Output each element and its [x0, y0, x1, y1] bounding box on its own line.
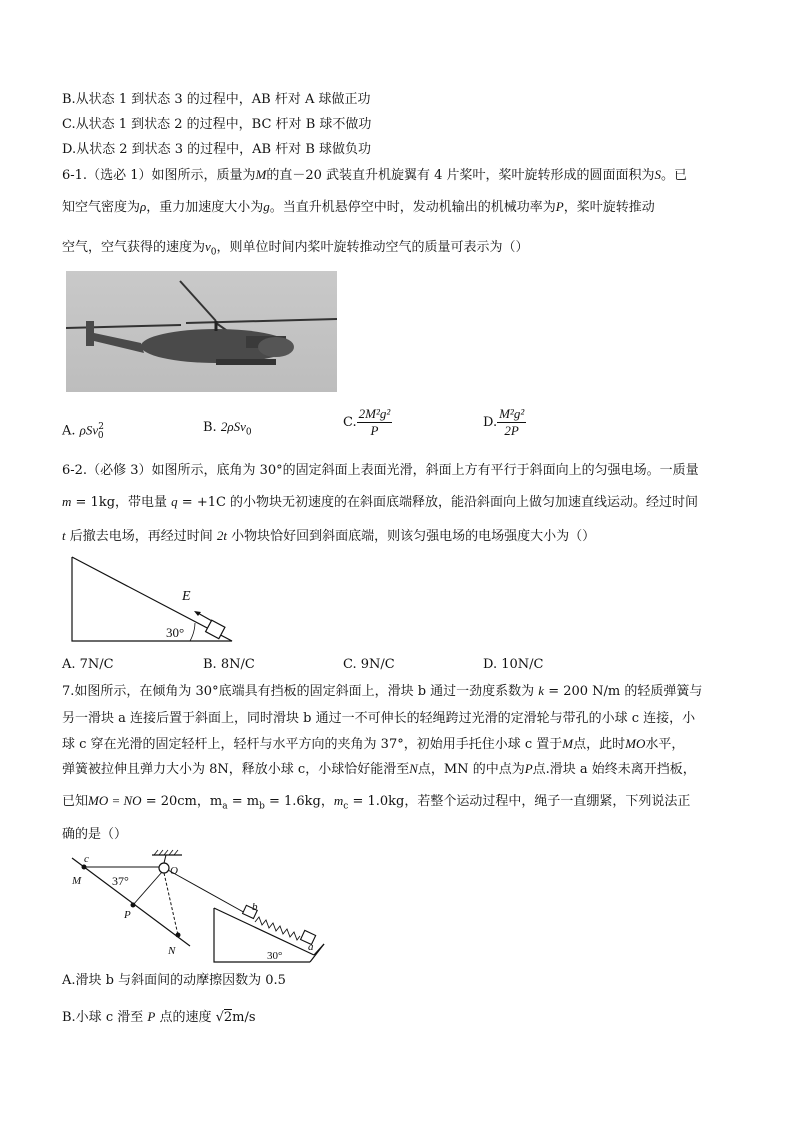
- q61-option-d: D. $\frac{\text{M²g²}}{2P}$: [483, 406, 525, 438]
- q7-line4: 弹簧被拉伸且弹力大小为 8N，释放小球 c，小球恰好能滑至N点，MN 的中点为P点.滑块 a 始终未离开挡板，: [62, 761, 696, 777]
- q61-option-c: C. $\frac{\text{2M²g²}}{P}$: [343, 406, 391, 438]
- q7-line1: 7.如图所示，在倾角为 30°底端具有挡板的固定斜面上，滑块 b 通过一劲度系数为 k = 200 N/m 的轻质弹簧与: [62, 683, 703, 699]
- option-b-text: B.从状态 1 到状态 3 的过程中，AB 杆对 A 球做正功: [62, 92, 371, 107]
- option-c-text: C.从状态 1 到状态 2 的过程中，BC 杆对 B 球不做功: [62, 117, 372, 132]
- label-o: O: [170, 865, 178, 877]
- q62-line3: t 后撤去电场，再经过时间 2t 小物块恰好回到斜面底端，则该匀强电场的电场强度大小为（）: [62, 528, 596, 544]
- q7-line5: 已知MO = NO = 20cm，$m_a = m_b = 1.6kg$，$m_c = 1.0kg$，若整个运动过程中，绳子一直绷紧，下列说法正: [62, 793, 691, 812]
- label-a: a: [308, 941, 314, 953]
- q7-line3: 球 c 穿在光滑的固定轻杆上，轻杆与水平方向的夹角为 37°，初始用手托住小球 c 置于M点，此时MO水平，: [62, 736, 685, 752]
- q62-option-b: B. 8N/C: [203, 657, 255, 672]
- angle-label-30b: 30°: [267, 950, 283, 962]
- q62-line1: 6-2.（必修 3）如图所示，底角为 30°的固定斜面上表面光滑，斜面上方有平行于斜面向上的匀强电场。一质量: [62, 463, 699, 478]
- angle-label-30: 30°: [166, 625, 185, 640]
- q7-line2: 另一滑块 a 连接后置于斜面上，同时滑块 b 通过一不可伸长的轻绳跨过光滑的定滑轮与带孔的小球 c 连接，小: [62, 711, 696, 726]
- q61-line2: 知空气密度为ρ，重力加速度大小为g。当直升机悬停空中时，发动机输出的机械功率为P，桨叶旋转推动: [62, 199, 655, 215]
- label-p: P: [124, 909, 131, 921]
- pulley-figure: [62, 850, 332, 970]
- q62-line2: m = 1kg，带电量 q = +1C 的小物块无初速度的在斜面底端释放，能沿斜面向上做匀加速直线运动。经过时间: [62, 494, 699, 510]
- q61-line1: 6-1.（选必 1）如图所示，质量为M的直－20 武装直升机旋翼有 4 片桨叶，桨叶旋转形成的圆面面积为S。已: [62, 167, 688, 183]
- q62-option-c: C. 9N/C: [343, 657, 395, 672]
- q62-option-d: D. 10N/C: [483, 657, 544, 672]
- q7-option-b: B.小球 c 滑至 P 点的速度 √2m/s: [62, 1009, 256, 1025]
- label-n: N: [168, 945, 176, 957]
- angle-label-37: 37°: [112, 874, 129, 888]
- option-d-text: D.从状态 2 到状态 3 的过程中，AB 杆对 B 球做负功: [62, 142, 372, 157]
- q61-option-a: A. ρSv$^2_0$: [62, 422, 104, 441]
- q7-option-a: A.滑块 b 与斜面间的动摩擦因数为 0.5: [62, 973, 286, 988]
- helicopter-icon: [66, 271, 337, 392]
- q61-line3: 空气，空气获得的速度为$v_0$，则单位时间内桨叶旋转推动空气的质量可表示为（）: [62, 239, 529, 258]
- label-b: b: [252, 901, 258, 913]
- q62-option-a: A. 7N/C: [62, 657, 114, 672]
- q7-line6: 确的是（）: [62, 827, 128, 842]
- label-m: M: [72, 875, 82, 887]
- q61-option-b: B. 2ρSv$_0$: [203, 419, 252, 438]
- field-label-e: E: [182, 589, 191, 604]
- helicopter-photo: [66, 271, 337, 392]
- label-c: c: [84, 853, 89, 865]
- incline-figure: [70, 555, 240, 645]
